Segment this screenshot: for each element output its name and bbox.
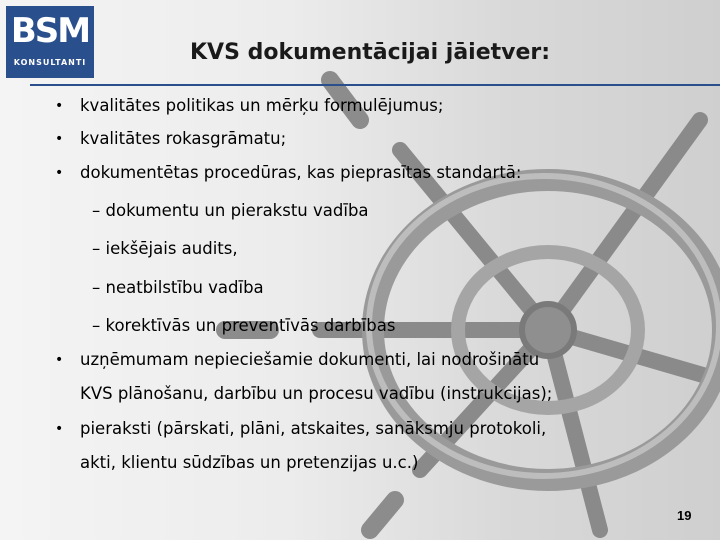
bullet-marker: • [55,352,64,368]
list-item-line: akti, klientu sūdzības un pretenzijas u.c.) [80,453,419,472]
bullet-marker: • [55,131,64,147]
sub-list-item: – korektīvās un preventīvās darbības [92,316,396,335]
sub-list-item: – dokumentu un pierakstu vadība [92,201,369,220]
page-number: 19 [677,508,692,523]
bullet-marker: • [55,98,64,114]
logo-sub-text: KONSULTANTI [13,58,87,67]
logo-main-text: BSM [10,11,90,51]
bullet-marker: • [55,165,64,181]
page-title: KVS dokumentācijai jāietver: [190,40,551,65]
bsm-logo [6,6,94,78]
sub-list-item: – iekšējais audits, [92,239,238,258]
list-item-line: uzņēmumam nepieciešamie dokumenti, lai nodrošinātu [80,350,540,369]
title-divider [30,84,720,86]
list-item-line: pieraksti (pārskati, plāni, atskaites, sanāksmju protokoli, [80,419,547,438]
bullet-marker: • [55,421,64,437]
sub-list-item: – neatbilstību vadība [92,278,264,297]
list-item: kvalitātes politikas un mērķu formulējumus; [80,96,444,115]
list-item-line: KVS plānošanu, darbību un procesu vadību (instrukcijas); [80,384,553,403]
list-item: dokumentētas procedūras, kas pieprasītas standartā: [80,163,522,182]
list-item: kvalitātes rokasgrāmatu; [80,129,287,148]
